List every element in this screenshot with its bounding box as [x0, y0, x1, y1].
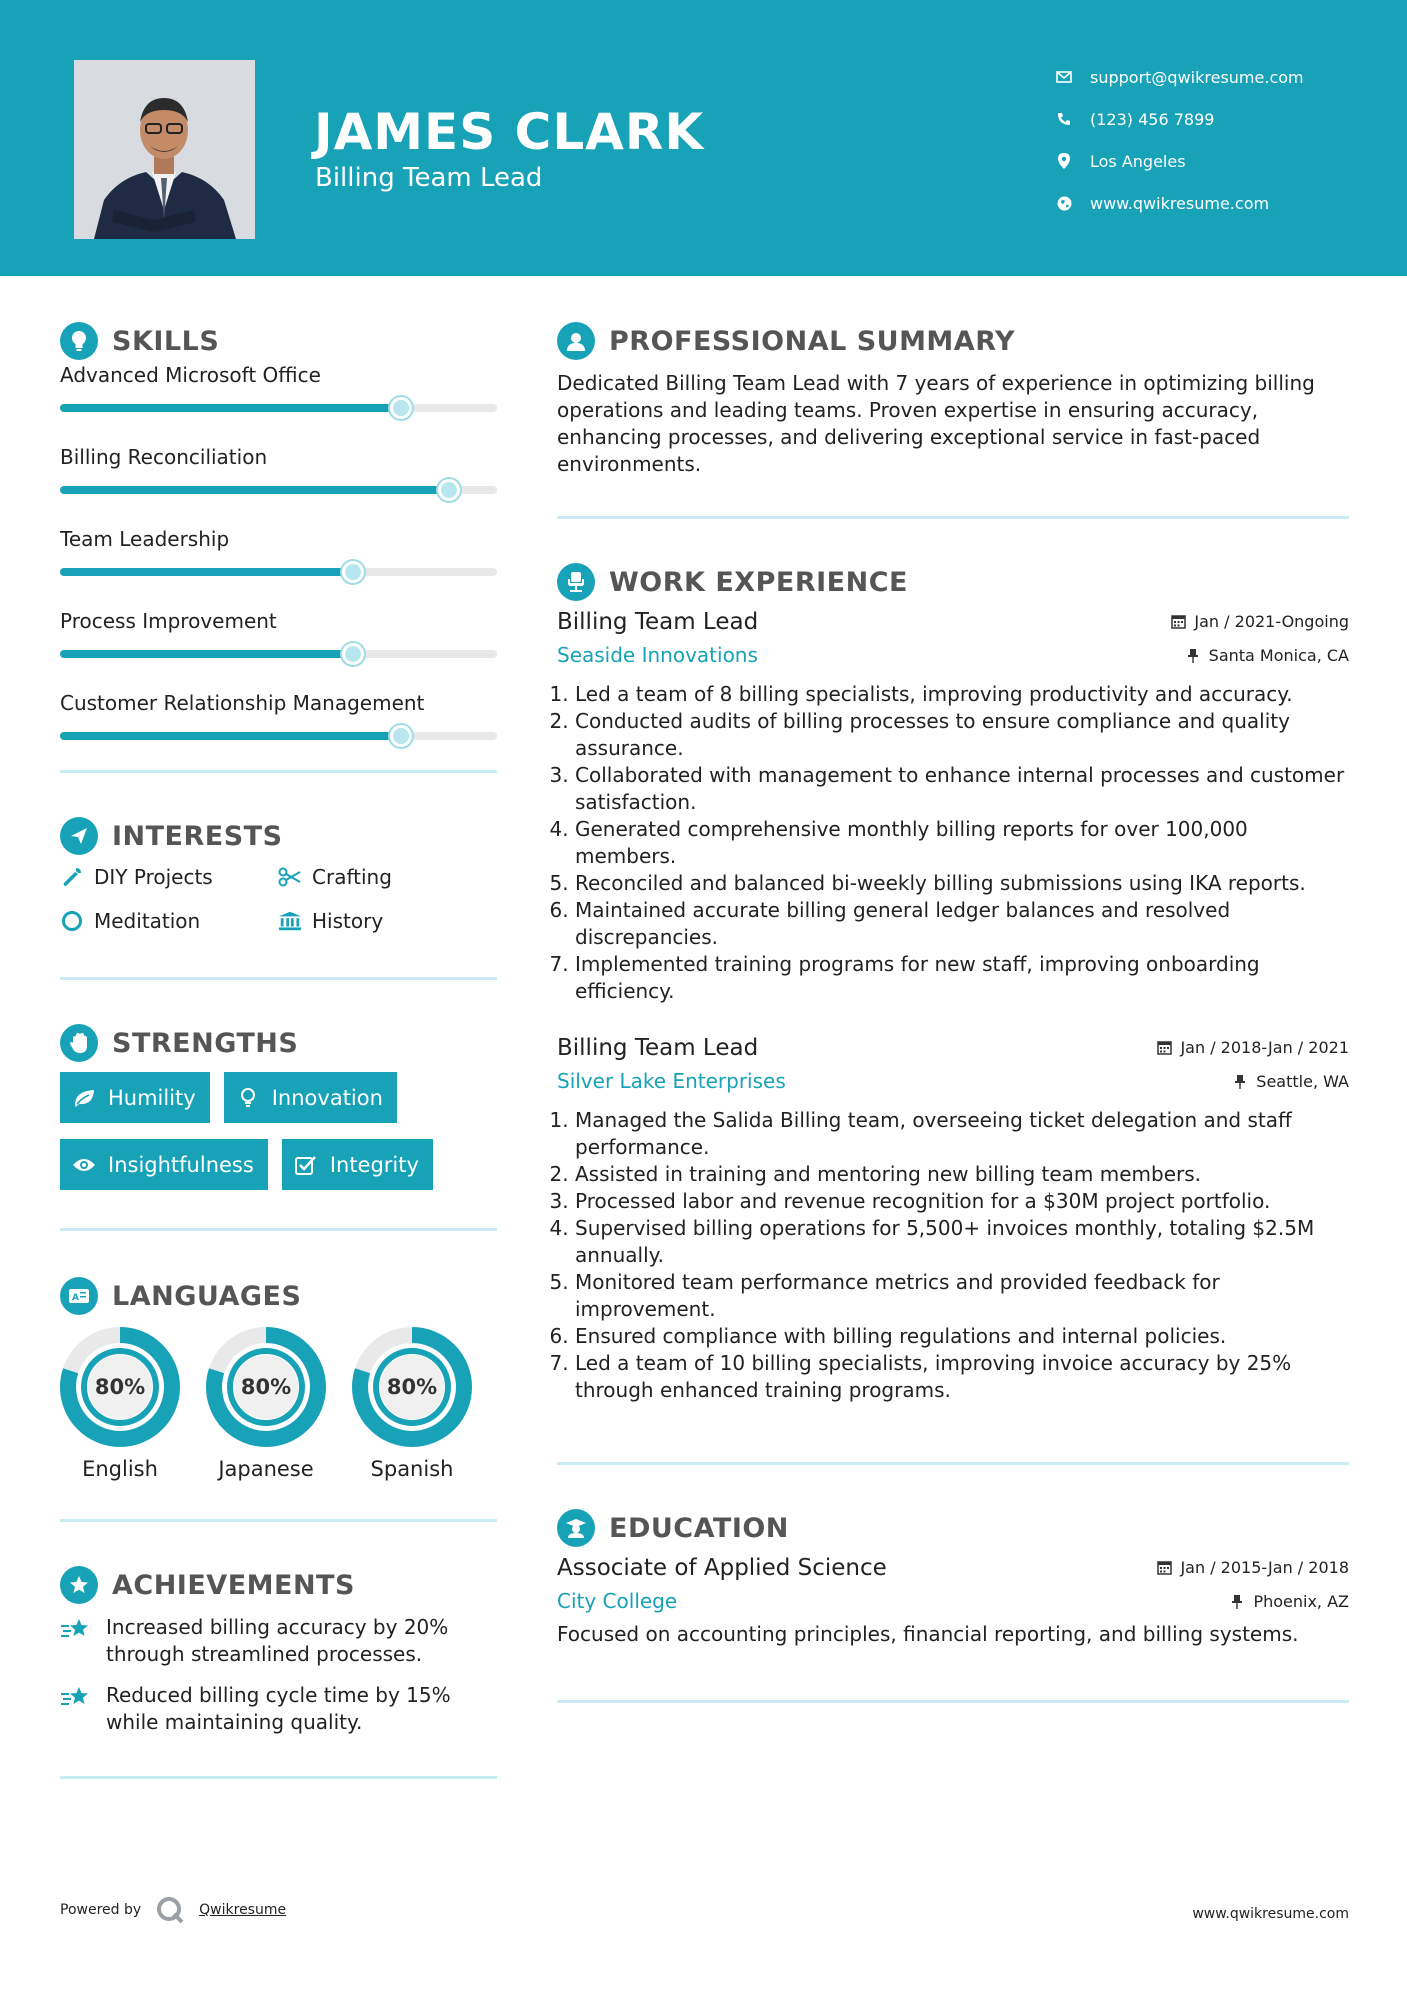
skill-item [60, 688, 497, 740]
checkbox-icon [294, 1153, 318, 1177]
skill-knob [342, 561, 364, 583]
interest-item [60, 865, 278, 889]
skill-bar [60, 568, 497, 576]
language-percent: 80% [240, 1375, 292, 1399]
education-subheader [557, 1589, 1349, 1613]
translate-icon [60, 1277, 98, 1315]
education-header [557, 1555, 1349, 1581]
job-duties [575, 681, 1349, 1005]
job-duty: 2. Assisted in training and mentoring new billing team members. [575, 1161, 1349, 1188]
job-duty: 6. Ensured compliance with billing regulations and internal policies. [575, 1323, 1349, 1350]
languages-list [60, 1327, 497, 1481]
pushpin-icon [1185, 647, 1201, 663]
job-location [1185, 646, 1349, 665]
contact-phone-text: (123) 456 7899 [1090, 109, 1215, 129]
education-location-text: Phoenix, AZ [1253, 1591, 1349, 1611]
job-duty: 1. Led a team of 8 billing specialists, improving productivity and accuracy. [575, 681, 1349, 708]
skill-bar [60, 650, 497, 658]
skill-item [60, 524, 497, 576]
strength-label: Integrity [329, 1152, 419, 1177]
job-subheader [557, 1069, 1349, 1093]
skill-knob [342, 643, 364, 665]
company-name: Seaside Innovations [557, 643, 758, 667]
language-ring [206, 1327, 326, 1447]
wrench-icon [60, 865, 84, 889]
section-divider [557, 1462, 1349, 1465]
skills-title: SKILLS [112, 325, 220, 357]
summary-title: PROFESSIONAL SUMMARY [609, 325, 1016, 357]
achievement-item [60, 1614, 497, 1668]
education-location [1229, 1592, 1349, 1611]
achievement-text: Reduced billing cycle time by 15% while maintaining quality. [106, 1683, 451, 1734]
job-dates [1156, 1038, 1349, 1057]
company-name: Silver Lake Enterprises [557, 1069, 786, 1093]
job-dates [1170, 612, 1349, 631]
interest-label: History [312, 909, 384, 933]
strengths-title: STRENGTHS [112, 1027, 299, 1059]
language-name: Japanese [218, 1457, 314, 1481]
interest-label: DIY Projects [94, 865, 213, 889]
skill-fill [60, 650, 353, 658]
skill-label: Process Improvement [60, 609, 277, 633]
skill-label: Billing Reconciliation [60, 445, 268, 469]
achievements-title: ACHIEVEMENTS [112, 1569, 355, 1601]
language-ring [60, 1327, 180, 1447]
education-heading [557, 1507, 1349, 1549]
job-title: Billing Team Lead [557, 609, 759, 635]
skill-item [60, 360, 497, 412]
job-subheader [557, 643, 1349, 667]
interests-title: INTERESTS [112, 820, 283, 852]
user-icon [557, 322, 595, 360]
job-duty: 3. Collaborated with management to enhance internal processes and customer satisfaction. [575, 762, 1349, 816]
language-percent: 80% [94, 1375, 146, 1399]
job-location [1232, 1072, 1349, 1091]
lightbulb-icon [236, 1086, 260, 1110]
leaf-icon [72, 1086, 96, 1110]
map-pin-icon [1054, 151, 1074, 171]
education-title: EDUCATION [609, 1512, 789, 1544]
section-divider [557, 516, 1349, 519]
skill-label: Team Leadership [60, 527, 230, 551]
brand-link[interactable]: Qwikresume [199, 1902, 287, 1918]
strength-badge [60, 1139, 268, 1190]
section-divider [60, 770, 497, 773]
strength-label: Insightfulness [108, 1152, 254, 1177]
right-column [557, 320, 1349, 1703]
circle-icon [60, 909, 84, 933]
interest-label: Crafting [312, 865, 392, 889]
calendar-icon [1170, 614, 1186, 630]
skill-knob [390, 397, 412, 419]
strength-label: Humility [108, 1085, 196, 1110]
contact-phone[interactable] [1054, 98, 1304, 140]
interest-item [278, 909, 496, 933]
calendar-icon [1156, 1560, 1172, 1576]
footer-powered-by [60, 1895, 286, 1925]
education-dates-text: Jan / 2015-Jan / 2018 [1180, 1558, 1349, 1577]
strength-badge [282, 1139, 433, 1190]
job-duty: 5. Monitored team performance metrics and provided feedback for improvement. [575, 1269, 1349, 1323]
skill-knob [438, 479, 460, 501]
job-duty: 7. Led a team of 10 billing specialists, improving invoice accuracy by 25% through enhanced training programs. [575, 1350, 1349, 1404]
job-duty: 2. Conducted audits of billing processes to ensure compliance and quality assurance. [575, 708, 1349, 762]
section-divider [60, 1519, 497, 1522]
skill-item [60, 442, 497, 494]
contact-location-text: Los Angeles [1090, 151, 1186, 171]
job-header [557, 609, 1349, 635]
section-divider [557, 1700, 1349, 1703]
skill-label: Customer Relationship Management [60, 691, 425, 715]
contact-list [1054, 56, 1304, 224]
experience-title: WORK EXPERIENCE [609, 566, 908, 598]
language-percent: 80% [386, 1375, 438, 1399]
profile-photo [74, 60, 255, 239]
interest-label: Meditation [94, 909, 201, 933]
section-divider [60, 977, 497, 980]
section-divider [60, 1776, 497, 1779]
interest-item [278, 865, 496, 889]
job-title: Billing Team Lead [557, 1035, 759, 1061]
contact-website[interactable] [1054, 182, 1304, 224]
phone-icon [1054, 109, 1074, 129]
contact-email-text: support@qwikresume.com [1090, 67, 1304, 87]
qwikresume-logo-icon [155, 1895, 185, 1925]
job-duty: 5. Reconciled and balanced bi-weekly billing submissions using IKA reports. [575, 870, 1349, 897]
language-name: English [82, 1457, 158, 1481]
languages-heading [60, 1275, 497, 1317]
language-item [352, 1327, 472, 1481]
header-banner [0, 0, 1407, 276]
interest-item [60, 909, 278, 933]
languages-title: LANGUAGES [112, 1280, 302, 1312]
bank-icon [278, 909, 302, 933]
svg-text:A: A [72, 1293, 79, 1303]
skill-bar [60, 404, 497, 412]
skill-fill [60, 732, 401, 740]
left-column [60, 320, 497, 1779]
achievement-text: Increased billing accuracy by 20% through streamlined processes. [106, 1615, 449, 1666]
footer-website[interactable]: www.qwikresume.com [1192, 1906, 1349, 1922]
interests-grid [60, 865, 497, 933]
paper-plane-icon [60, 817, 98, 855]
candidate-name: JAMES CLARK [314, 103, 705, 161]
star-badge-icon [60, 1566, 98, 1604]
eye-icon [72, 1153, 96, 1177]
contact-website-text: www.qwikresume.com [1090, 193, 1270, 213]
skill-bar [60, 732, 497, 740]
shooting-star-icon [60, 1684, 92, 1712]
section-divider [60, 1228, 497, 1231]
graduate-icon [557, 1509, 595, 1547]
degree-name: Associate of Applied Science [557, 1555, 887, 1581]
skill-bar [60, 486, 497, 494]
job-duty: 7. Implemented training programs for new staff, improving onboarding efficiency. [575, 951, 1349, 1005]
skill-knob [390, 725, 412, 747]
skill-fill [60, 568, 353, 576]
experience-heading [557, 561, 1349, 603]
job-location-text: Santa Monica, CA [1208, 645, 1349, 665]
skill-fill [60, 404, 401, 412]
language-name: Spanish [370, 1457, 454, 1481]
strengths-heading [60, 1022, 497, 1064]
achievements-heading [60, 1564, 497, 1606]
globe-icon [1054, 193, 1074, 213]
education-dates [1156, 1558, 1349, 1577]
job-duty: 1. Managed the Salida Billing team, overseeing ticket delegation and staff performance. [575, 1107, 1349, 1161]
job-duty: 4. Supervised billing operations for 5,500+ invoices monthly, totaling $2.5M annually. [575, 1215, 1349, 1269]
summary-text: Dedicated Billing Team Lead with 7 years of experience in optimizing billing operations and leading teams. Proven expertise in ensuring accuracy, enhancing processes, and delivering exceptional service in fast-paced environments. [557, 371, 1315, 476]
contact-location [1054, 140, 1304, 182]
education-entry [557, 1555, 1349, 1648]
job-duties [575, 1107, 1349, 1404]
education-description: Focused on accounting principles, financial reporting, and billing systems. [557, 1622, 1299, 1646]
achievements-list [60, 1614, 497, 1736]
skills-list [60, 360, 497, 740]
skill-fill [60, 486, 449, 494]
office-chair-icon [557, 563, 595, 601]
candidate-role: Billing Team Lead [315, 163, 543, 193]
pushpin-icon [1232, 1073, 1248, 1089]
job-duty: 3. Processed labor and revenue recognition for a $30M project portfolio. [575, 1188, 1349, 1215]
language-ring [352, 1327, 472, 1447]
job-location-text: Seattle, WA [1256, 1071, 1349, 1091]
skill-label: Advanced Microsoft Office [60, 363, 321, 387]
strength-badge [60, 1072, 210, 1123]
job-header [557, 1035, 1349, 1061]
job-duty: 6. Maintained accurate billing general ledger balances and resolved discrepancies. [575, 897, 1349, 951]
lightbulb-icon [60, 322, 98, 360]
job-duty: 4. Generated comprehensive monthly billing reports for over 100,000 members. [575, 816, 1349, 870]
job-dates-text: Jan / 2018-Jan / 2021 [1180, 1038, 1349, 1057]
envelope-icon [1054, 67, 1074, 87]
contact-email[interactable] [1054, 56, 1304, 98]
achievement-item [60, 1682, 497, 1736]
strengths-list [60, 1072, 497, 1190]
job-entry [557, 609, 1349, 1005]
pushpin-icon [1229, 1593, 1245, 1609]
job-entry [557, 1035, 1349, 1404]
skill-item [60, 606, 497, 658]
strength-label: Innovation [271, 1085, 383, 1110]
job-dates-text: Jan / 2021-Ongoing [1194, 612, 1349, 631]
powered-by-label: Powered by [60, 1902, 142, 1918]
shooting-star-icon [60, 1616, 92, 1644]
language-item [60, 1327, 180, 1481]
language-item [206, 1327, 326, 1481]
calendar-icon [1156, 1040, 1172, 1056]
interests-heading [60, 815, 497, 857]
skills-heading [60, 320, 497, 362]
scissors-icon [278, 865, 302, 889]
strength-badge [224, 1072, 397, 1123]
school-name: City College [557, 1589, 678, 1613]
hand-icon [60, 1024, 98, 1062]
summary-heading [557, 320, 1349, 362]
